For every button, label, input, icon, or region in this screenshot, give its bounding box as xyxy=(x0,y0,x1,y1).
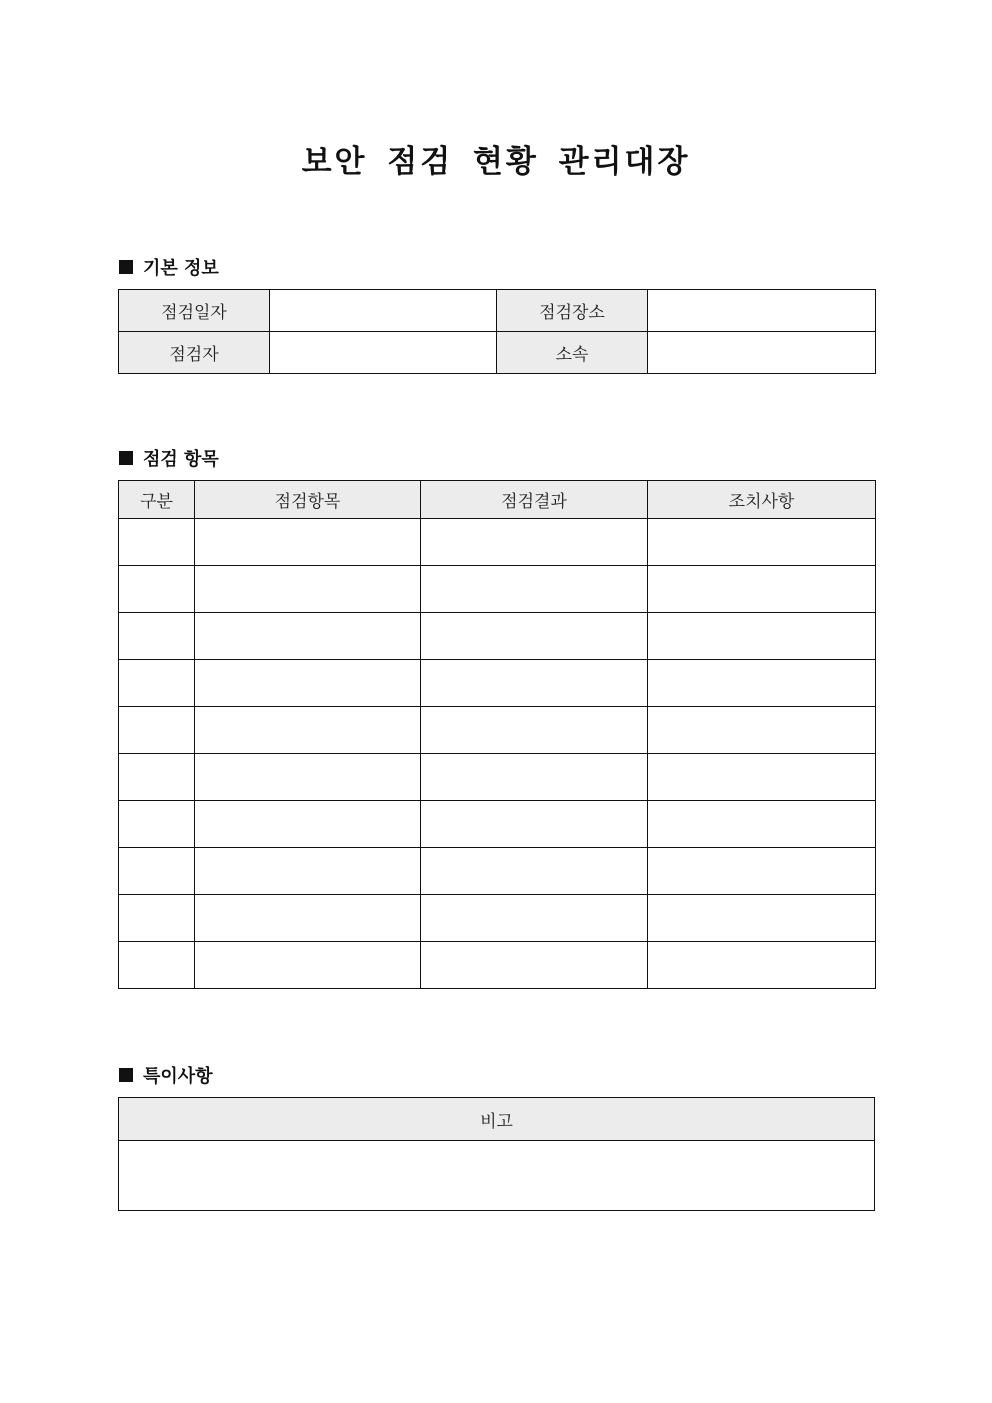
table-row xyxy=(119,754,876,801)
inspection-date-label: 점검일자 xyxy=(119,290,270,332)
item-cell[interactable] xyxy=(195,660,421,707)
inspection-items-body xyxy=(119,519,876,989)
square-bullet-icon xyxy=(119,260,133,274)
column-header-remarks: 비고 xyxy=(119,1098,875,1141)
table-row xyxy=(119,942,876,989)
inspection-location-label: 점검장소 xyxy=(497,290,648,332)
table-row xyxy=(119,707,876,754)
item-cell[interactable] xyxy=(195,519,421,566)
table-row xyxy=(119,566,876,613)
table-header-row xyxy=(119,481,876,519)
section-heading-label: 특이사항 xyxy=(143,1066,213,1087)
table-row xyxy=(119,660,876,707)
inspection-items-table xyxy=(118,480,876,989)
table-row xyxy=(119,895,876,942)
column-header-item: 점검항목 xyxy=(195,481,421,519)
item-cell[interactable] xyxy=(195,754,421,801)
action-cell[interactable] xyxy=(648,519,876,566)
action-cell[interactable] xyxy=(648,613,876,660)
section-heading-remarks xyxy=(119,1062,213,1088)
table-row xyxy=(119,848,876,895)
category-cell[interactable] xyxy=(119,660,195,707)
category-cell[interactable] xyxy=(119,942,195,989)
result-cell[interactable] xyxy=(421,519,648,566)
page-title: 보안 점검 현황 관리대장 xyxy=(301,144,691,180)
action-cell[interactable] xyxy=(648,707,876,754)
table-row xyxy=(119,801,876,848)
section-heading-label: 점검 항목 xyxy=(143,449,219,470)
result-cell[interactable] xyxy=(421,848,648,895)
action-cell[interactable] xyxy=(648,895,876,942)
inspection-location-field[interactable] xyxy=(648,290,876,332)
item-cell[interactable] xyxy=(195,895,421,942)
table-row xyxy=(119,290,876,332)
result-cell[interactable] xyxy=(421,566,648,613)
action-cell[interactable] xyxy=(648,801,876,848)
category-cell[interactable] xyxy=(119,895,195,942)
table-row xyxy=(119,332,876,374)
action-cell[interactable] xyxy=(648,754,876,801)
item-cell[interactable] xyxy=(195,613,421,660)
table-row xyxy=(119,613,876,660)
result-cell[interactable] xyxy=(421,613,648,660)
action-cell[interactable] xyxy=(648,660,876,707)
category-cell[interactable] xyxy=(119,848,195,895)
action-cell[interactable] xyxy=(648,848,876,895)
basic-info-table xyxy=(118,289,876,374)
category-cell[interactable] xyxy=(119,754,195,801)
affiliation-field[interactable] xyxy=(648,332,876,374)
category-cell[interactable] xyxy=(119,519,195,566)
action-cell[interactable] xyxy=(648,942,876,989)
category-cell[interactable] xyxy=(119,707,195,754)
remarks-table xyxy=(118,1097,875,1211)
item-cell[interactable] xyxy=(195,707,421,754)
square-bullet-icon xyxy=(119,451,133,465)
table-row xyxy=(119,1141,875,1211)
column-header-category: 구분 xyxy=(119,481,195,519)
result-cell[interactable] xyxy=(421,660,648,707)
result-cell[interactable] xyxy=(421,801,648,848)
affiliation-label: 소속 xyxy=(497,332,648,374)
section-heading-inspection-items xyxy=(119,445,219,471)
section-heading-basic-info xyxy=(119,254,219,280)
action-cell[interactable] xyxy=(648,566,876,613)
table-header-row xyxy=(119,1098,875,1141)
item-cell[interactable] xyxy=(195,566,421,613)
item-cell[interactable] xyxy=(195,942,421,989)
column-header-result: 점검결과 xyxy=(421,481,648,519)
column-header-action: 조치사항 xyxy=(648,481,876,519)
result-cell[interactable] xyxy=(421,707,648,754)
table-row xyxy=(119,519,876,566)
category-cell[interactable] xyxy=(119,801,195,848)
item-cell[interactable] xyxy=(195,848,421,895)
item-cell[interactable] xyxy=(195,801,421,848)
category-cell[interactable] xyxy=(119,613,195,660)
result-cell[interactable] xyxy=(421,754,648,801)
remarks-field[interactable] xyxy=(119,1141,875,1211)
inspector-field[interactable] xyxy=(270,332,497,374)
category-cell[interactable] xyxy=(119,566,195,613)
result-cell[interactable] xyxy=(421,895,648,942)
inspector-label: 점검자 xyxy=(119,332,270,374)
result-cell[interactable] xyxy=(421,942,648,989)
square-bullet-icon xyxy=(119,1068,133,1082)
section-heading-label: 기본 정보 xyxy=(143,258,219,279)
inspection-date-field[interactable] xyxy=(270,290,497,332)
